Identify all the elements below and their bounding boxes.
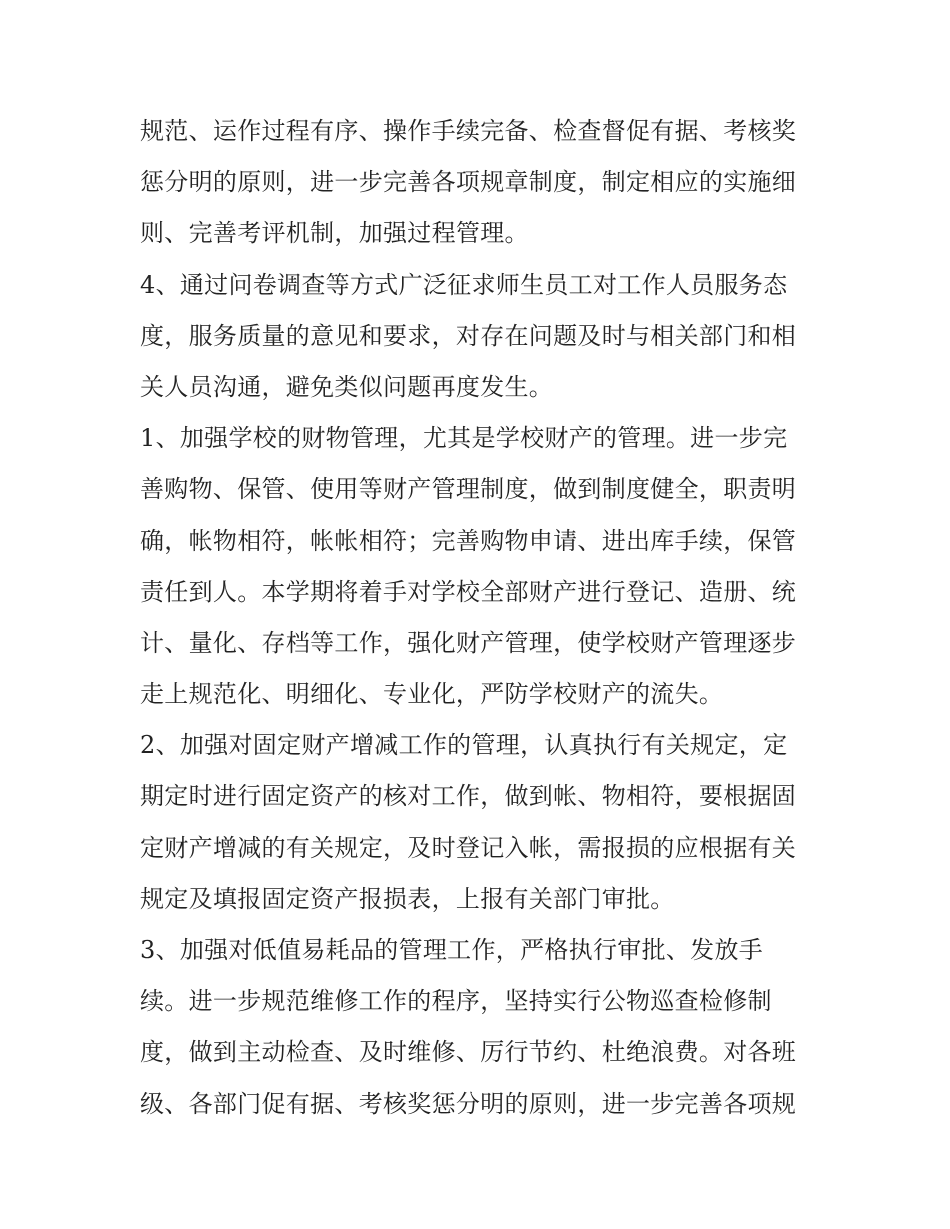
text-line: 关人员沟通，避免类似问题再度发生。	[140, 372, 554, 401]
text-line: 续。进一步规范维修工作的程序，坚持实行公物巡查检修制	[140, 987, 772, 1016]
text-line: 则、完善考评机制，加强过程管理。	[140, 219, 529, 248]
text-line: 规范、运作过程有序、操作手续完备、检查督促有据、考核奖	[140, 117, 797, 145]
text-line: 善购物、保管、使用等财产管理制度，做到制度健全，职责明	[140, 475, 797, 504]
text-line: 1、加强学校的财物管理，尤其是学校财产的管理。进一步完	[140, 424, 788, 453]
text-line: 度，服务质量的意见和要求，对存在问题及时与相关部门和相	[140, 321, 797, 350]
text-line: 责任到人。本学期将着手对学校全部财产进行登记、造册、统	[140, 577, 797, 606]
text-line: 规定及填报固定资产报损表，上报有关部门审批。	[140, 884, 675, 913]
text-line: 3、加强对低值易耗品的管理工作，严格执行审批、发放手	[140, 936, 764, 964]
text-line: 计、量化、存档等工作，强化财产管理，使学校财产管理逐步	[140, 628, 797, 657]
text-line: 2、加强对固定财产增减工作的管理，认真执行有关规定，定	[140, 731, 788, 760]
text-line: 度，做到主动检查、及时维修、厉行节约、杜绝浪费。对各班	[140, 1038, 797, 1067]
text-line: 期定时进行固定资产的核对工作，做到帐、物相符，要根据固	[140, 782, 797, 811]
text-line: 确，帐物相符，帐帐相符；完善购物申请、进出库手续，保管	[140, 526, 797, 555]
text-line: 走上规范化、明细化、专业化，严防学校财产的流失。	[140, 680, 724, 709]
text-line: 4、通过问卷调查等方式广泛征求师生员工对工作人员服务态	[140, 270, 788, 299]
document-body	[140, 106, 820, 1130]
text-line: 定财产增减的有关规定，及时登记入帐，需报损的应根据有关	[140, 833, 797, 862]
text-line: 惩分明的原则，进一步完善各项规章制度，制定相应的实施细	[140, 168, 797, 197]
text-line: 级、各部门促有据、考核奖惩分明的原则，进一步完善各项规	[140, 1089, 797, 1118]
